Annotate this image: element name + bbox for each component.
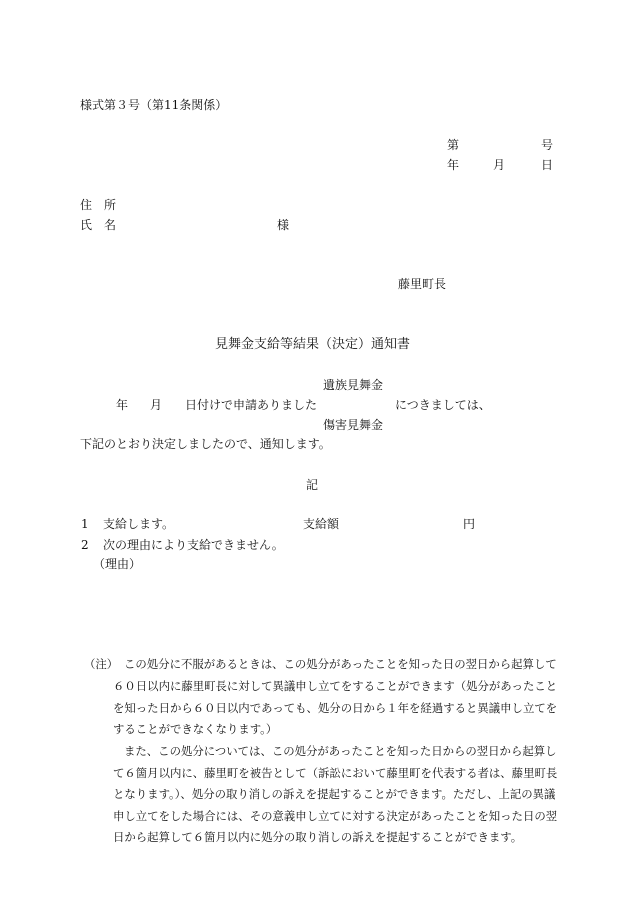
note-line: を知った日から６０日以内であっても、処分の日から１年を経過すると異議申し立てを (113, 701, 558, 715)
item-1-text: 支給します。 (103, 517, 175, 531)
form-label: 様式第３号（第11条関係） (80, 98, 228, 112)
applied-text: 日付けで申請ありました (185, 398, 318, 412)
body-line2: 下記のとおり決定しましたので、通知します。 (80, 437, 331, 451)
note-line: また、この処分については、この処分があったことを知った日からの翌日から起算し (124, 744, 557, 758)
amount-unit: 円 (463, 517, 476, 531)
date-year: 年 (447, 158, 460, 172)
note-line: することができなくなります。） (113, 722, 278, 736)
number-prefix: 第 (447, 138, 460, 152)
item-1-number: 1 (81, 517, 89, 531)
note-line: となります。）、処分の取り消しの訴えを提起することができます。ただし、上記の異議 (113, 787, 556, 801)
date-day: 日 (541, 158, 554, 172)
note-line: て６箇月以内に、藤里町を被告として（訴訟において藤里町を代表する者は、藤里町長 (113, 766, 558, 780)
body-year: 年 (116, 398, 129, 412)
item-2-text: 次の理由により支給できません。 (103, 538, 284, 552)
option-top: 遺族見舞金 (323, 378, 384, 392)
item-2-number: 2 (81, 538, 89, 552)
address-label: 住 所 (80, 198, 117, 212)
note-line: この処分に不服があるときは、この処分があったことを知った日の翌日から起算して (124, 657, 557, 671)
option-bottom: 傷害見舞金 (323, 418, 384, 432)
note-line: 日から起算して６箇月以内に処分の取り消しの訴えを提起することができます。 (113, 830, 523, 844)
regarding-text: につきましては、 (395, 398, 491, 412)
issuer: 藤里町長 (398, 277, 447, 291)
name-label: 氏 名 (80, 218, 117, 232)
honorific: 様 (277, 218, 290, 232)
amount-label: 支給額 (303, 517, 340, 531)
body-month: 月 (150, 398, 163, 412)
reason-label: （理由） (93, 557, 142, 571)
note-label: （注） (84, 657, 119, 671)
note-line: ６０日以内に藤里町長に対して異議申し立てをすることができます（処分があったこと (113, 679, 558, 693)
note-line: 申し立てをした場合には、その意義申し立てに対する決定があったことを知った日の翌 (113, 809, 558, 823)
date-month: 月 (493, 158, 506, 172)
number-suffix: 号 (541, 138, 554, 152)
document-title: 見舞金支給等結果（決定）通知書 (215, 337, 411, 352)
ki-heading: 記 (306, 478, 319, 492)
